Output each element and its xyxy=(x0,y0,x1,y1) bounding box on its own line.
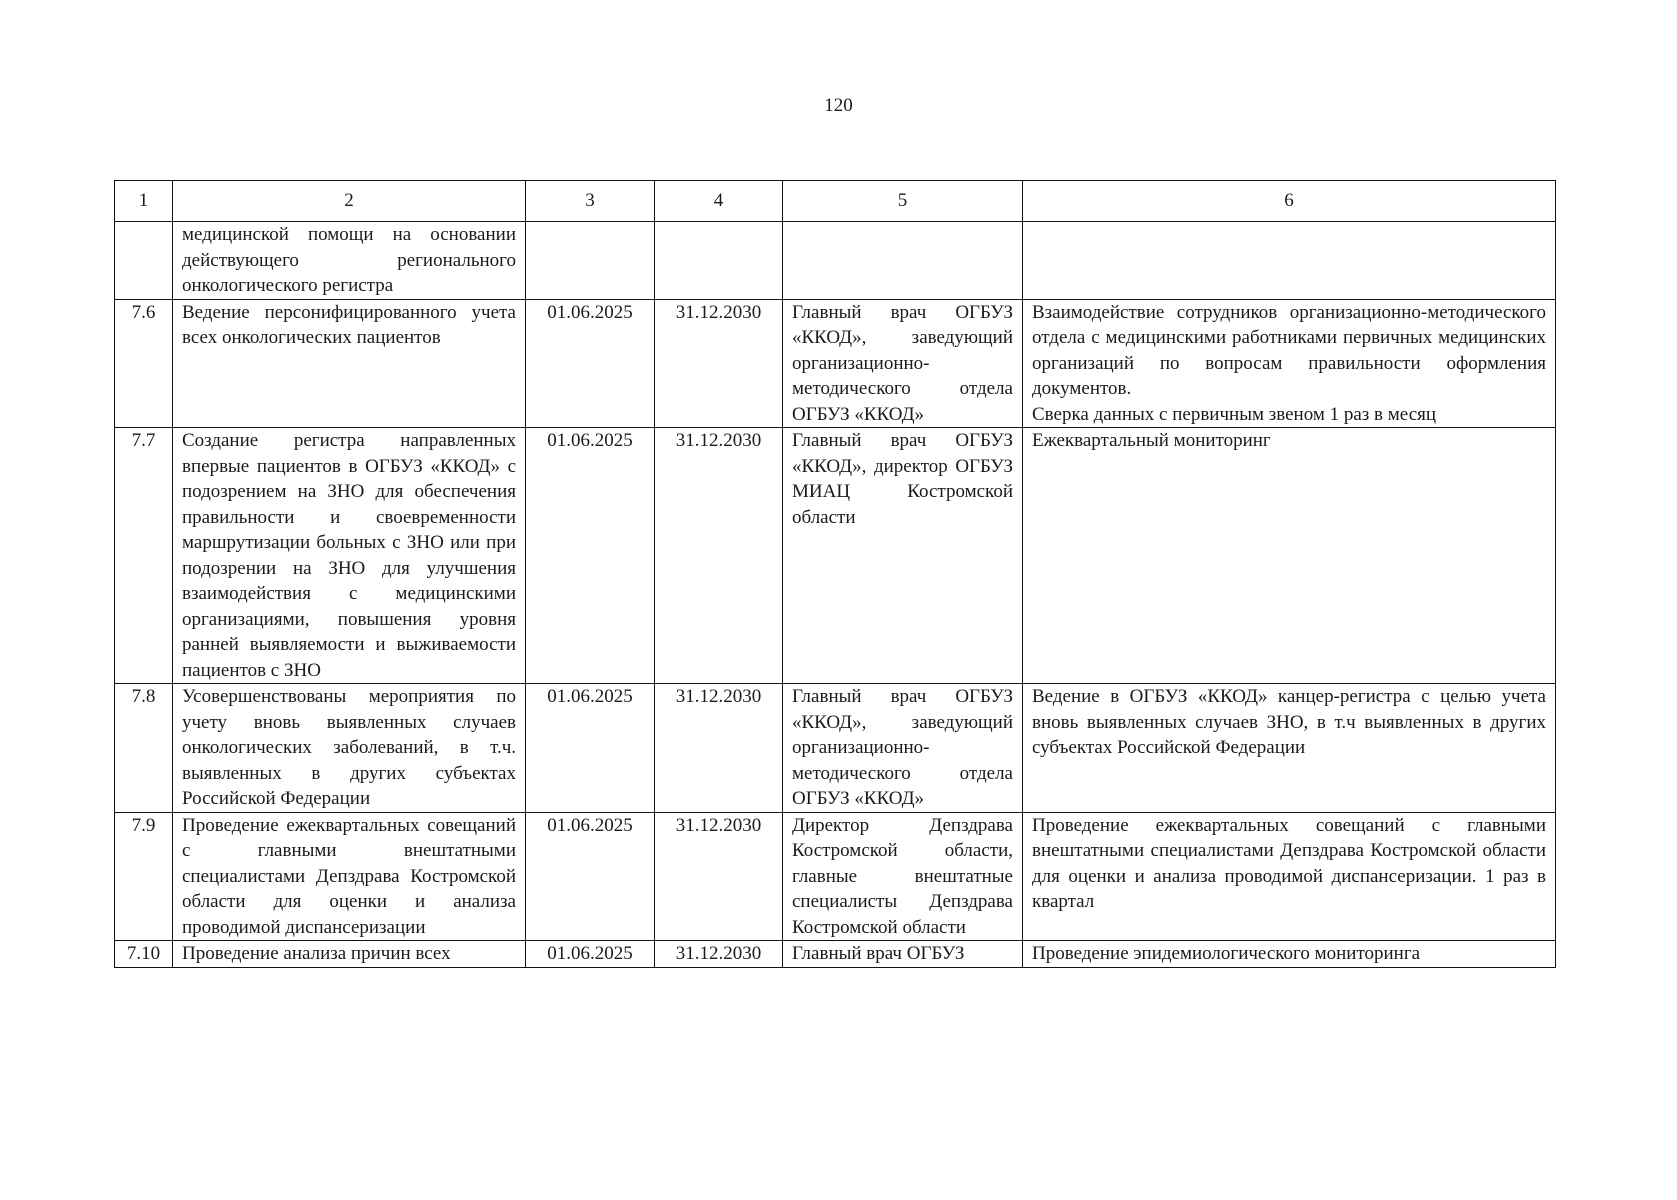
end-date-cell: 31.12.2030 xyxy=(655,299,783,428)
end-date-cell: 31.12.2030 xyxy=(655,428,783,684)
row-number: 7.6 xyxy=(115,299,173,428)
event-cell: Проведение анализа причин всех xyxy=(173,941,526,968)
end-date-cell: 31.12.2030 xyxy=(655,684,783,813)
column-header-3: 3 xyxy=(526,181,655,222)
responsible-cell: Главный врач ОГБУЗ «ККОД», заведующий организационно-методического отдела ОГБУЗ «ККОД» xyxy=(783,684,1023,813)
column-header-1: 1 xyxy=(115,181,173,222)
result-cell: Ежеквартальный мониторинг xyxy=(1023,428,1556,684)
responsible-cell: Главный врач ОГБУЗ «ККОД», заведующий организационно-методического отдела ОГБУЗ «ККОД» xyxy=(783,299,1023,428)
row-number: 7.8 xyxy=(115,684,173,813)
result-cell: Ведение в ОГБУЗ «ККОД» канцер-регистра с целью учета вновь выявленных случаев ЗНО, в т.ч выявленных в других субъектах Российской Федерации xyxy=(1023,684,1556,813)
event-cell: Проведение ежеквартальных совещаний с главными внештатными специалистами Депздрава Костромской области для оценки и анализа проводимой диспансеризации xyxy=(173,812,526,941)
table-row xyxy=(115,222,1556,300)
event-cell: медицинской помощи на основании действующего регионального онкологического регистра xyxy=(173,222,526,300)
responsible-cell xyxy=(783,222,1023,300)
header-row xyxy=(115,181,1556,222)
start-date-cell: 01.06.2025 xyxy=(526,428,655,684)
start-date-cell: 01.06.2025 xyxy=(526,941,655,968)
responsible-cell: Главный врач ОГБУЗ xyxy=(783,941,1023,968)
responsible-cell: Главный врач ОГБУЗ «ККОД», директор ОГБУЗ МИАЦ Костромской области xyxy=(783,428,1023,684)
result-cell: Проведение ежеквартальных совещаний с главными внештатными специалистами Депздрава Костромской области для оценки и анализа проводимой диспансеризации. 1 раз в квартал xyxy=(1023,812,1556,941)
start-date-cell xyxy=(526,222,655,300)
table-row xyxy=(115,684,1556,813)
event-cell: Ведение персонифицированного учета всех онкологических пациентов xyxy=(173,299,526,428)
table-row xyxy=(115,941,1556,968)
column-header-6: 6 xyxy=(1023,181,1556,222)
responsible-cell: Директор Депздрава Костромской области, главные внештатные специалисты Депздрава Костромской области xyxy=(783,812,1023,941)
column-header-5: 5 xyxy=(783,181,1023,222)
start-date-cell: 01.06.2025 xyxy=(526,684,655,813)
table-row xyxy=(115,299,1556,428)
action-plan-table xyxy=(114,180,1556,968)
end-date-cell xyxy=(655,222,783,300)
page-number: 120 xyxy=(824,95,853,116)
row-number xyxy=(115,222,173,300)
table-row xyxy=(115,428,1556,684)
result-cell: Взаимодействие сотрудников организационно-методического отдела с медицинскими работниками первичных медицинских организаций по вопросам правильности оформления документов. Сверка данных с первичным звеном 1 раз в месяц xyxy=(1023,299,1556,428)
event-cell: Создание регистра направленных впервые пациентов в ОГБУЗ «ККОД» с подозрением на ЗНО для обеспечения правильности и своевременности маршрутизации больных с ЗНО или при подозрении на ЗНО для улучшения взаимодействия с медицинскими организациями, повышения уровня ранней выявляемости и выживаемости пациентов с ЗНО xyxy=(173,428,526,684)
row-number: 7.7 xyxy=(115,428,173,684)
end-date-cell: 31.12.2030 xyxy=(655,941,783,968)
row-number: 7.9 xyxy=(115,812,173,941)
row-number: 7.10 xyxy=(115,941,173,968)
start-date-cell: 01.06.2025 xyxy=(526,812,655,941)
event-cell: Усовершенствованы мероприятия по учету вновь выявленных случаев онкологических заболеваний, в т.ч. выявленных в других субъектах Российской Федерации xyxy=(173,684,526,813)
column-header-4: 4 xyxy=(655,181,783,222)
column-header-2: 2 xyxy=(173,181,526,222)
table-row xyxy=(115,812,1556,941)
result-cell: Проведение эпидемиологического мониторинга xyxy=(1023,941,1556,968)
result-cell xyxy=(1023,222,1556,300)
start-date-cell: 01.06.2025 xyxy=(526,299,655,428)
end-date-cell: 31.12.2030 xyxy=(655,812,783,941)
